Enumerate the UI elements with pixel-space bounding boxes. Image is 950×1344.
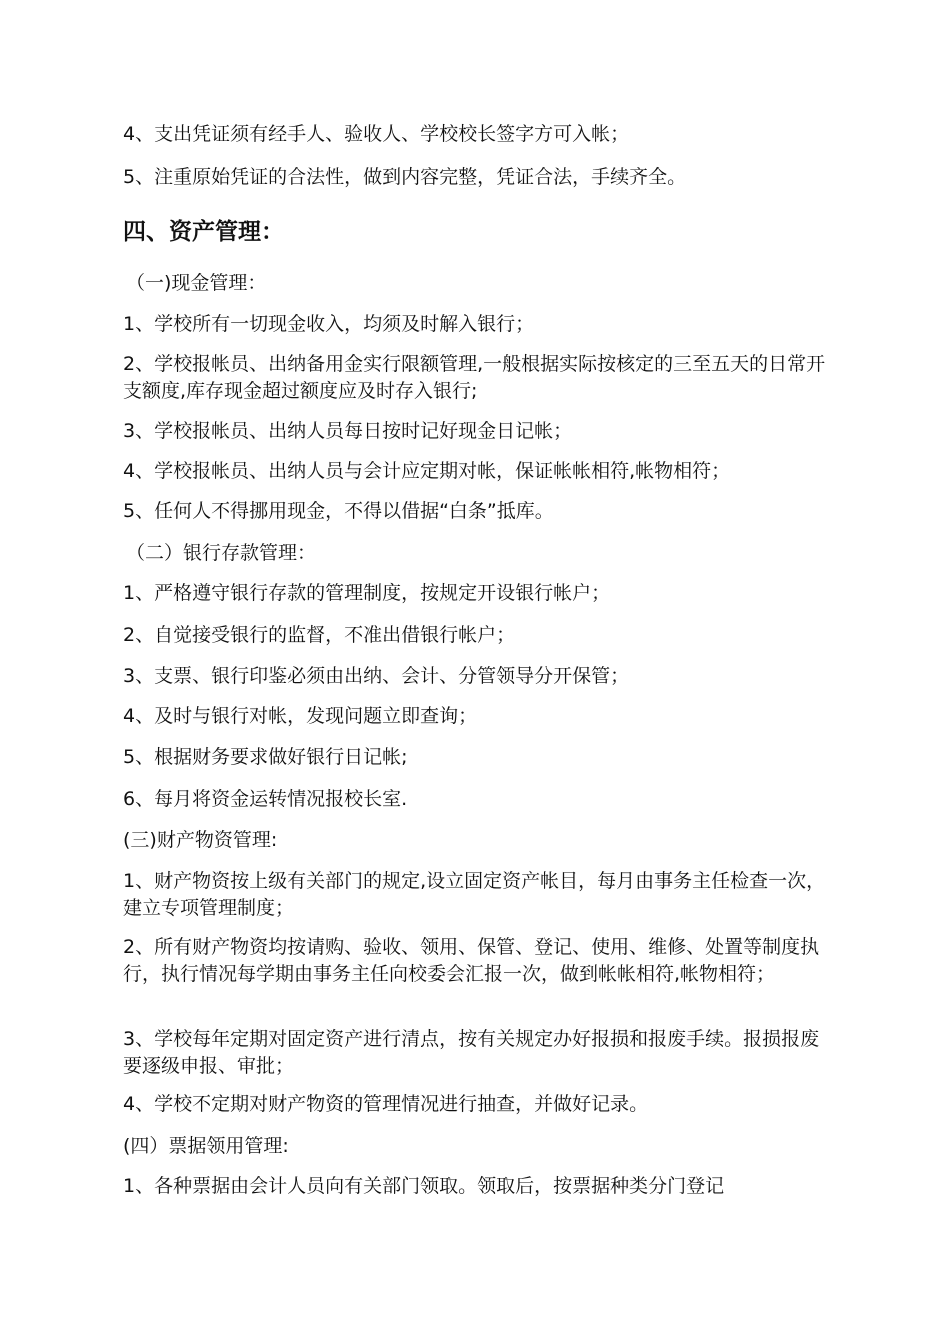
list-item: 2、学校报帐员、出纳备用金实行限额管理,一般根据实际按核定的三至五天的日常开支额度,库存现金超过额度应及时存入银行; xyxy=(123,353,826,402)
list-item: 3、支票、银行印鉴必须由出纳、会计、分管领导分开保管； xyxy=(123,665,630,687)
list-item: 5、任何人不得挪用现金，不得以借据“白条”抵库。 xyxy=(123,500,554,522)
list-item: 6、每月将资金运转情况报校长室. xyxy=(123,788,408,810)
paragraph-line: 5、注重原始凭证的合法性，做到内容完整，凭证合法，手续齐全。 xyxy=(123,166,687,188)
list-item: 1、各种票据由会计人员向有关部门领取。领取后，按票据种类分门登记 xyxy=(123,1175,725,1197)
subsection-title-bank: （二）银行存款管理： xyxy=(126,542,317,564)
list-item: 5、根据财务要求做好银行日记帐; xyxy=(123,746,408,768)
subsection-title-cash: （一)现金管理： xyxy=(126,272,267,294)
list-item: 1、财产物资按上级有关部门的规定,设立固定资产帐目，每月由事务主任检查一次，建立专项管理制度； xyxy=(123,870,826,919)
list-item: 4、学校不定期对财产物资的管理情况进行抽查，并做好记录。 xyxy=(123,1093,649,1115)
list-item: 3、学校每年定期对固定资产进行清点，按有关规定办好报损和报废手续。报损报废要逐级申报、审批； xyxy=(123,1028,820,1077)
list-item: 2、自觉接受银行的监督，不准出借银行帐户； xyxy=(123,624,516,646)
section-heading: 四、资产管理： xyxy=(123,219,284,245)
list-item: 1、严格遵守银行存款的管理制度，按规定开设银行帐户； xyxy=(123,582,611,604)
list-item: 4、及时与银行对帐，发现问题立即查询； xyxy=(123,705,478,727)
subsection-title-property: (三)财产物资管理: xyxy=(123,829,278,851)
list-item: 3、学校报帐员、出纳人员每日按时记好现金日记帐； xyxy=(123,420,573,442)
paragraph-line: 4、支出凭证须有经手人、验收人、学校校长签字方可入帐； xyxy=(123,123,630,145)
list-item: 1、学校所有一切现金收入，均须及时解入银行； xyxy=(123,313,535,335)
list-item: 4、学校报帐员、出纳人员与会计应定期对帐，保证帐帐相符,帐物相符； xyxy=(123,460,731,482)
list-item: 2、所有财产物资均按请购、验收、领用、保管、登记、使用、维修、处置等制度执行，执行情况每学期由事务主任向校委会汇报一次，做到帐帐相符,帐物相符； xyxy=(123,936,820,985)
subsection-title-receipts: (四）票据领用管理: xyxy=(123,1135,289,1157)
